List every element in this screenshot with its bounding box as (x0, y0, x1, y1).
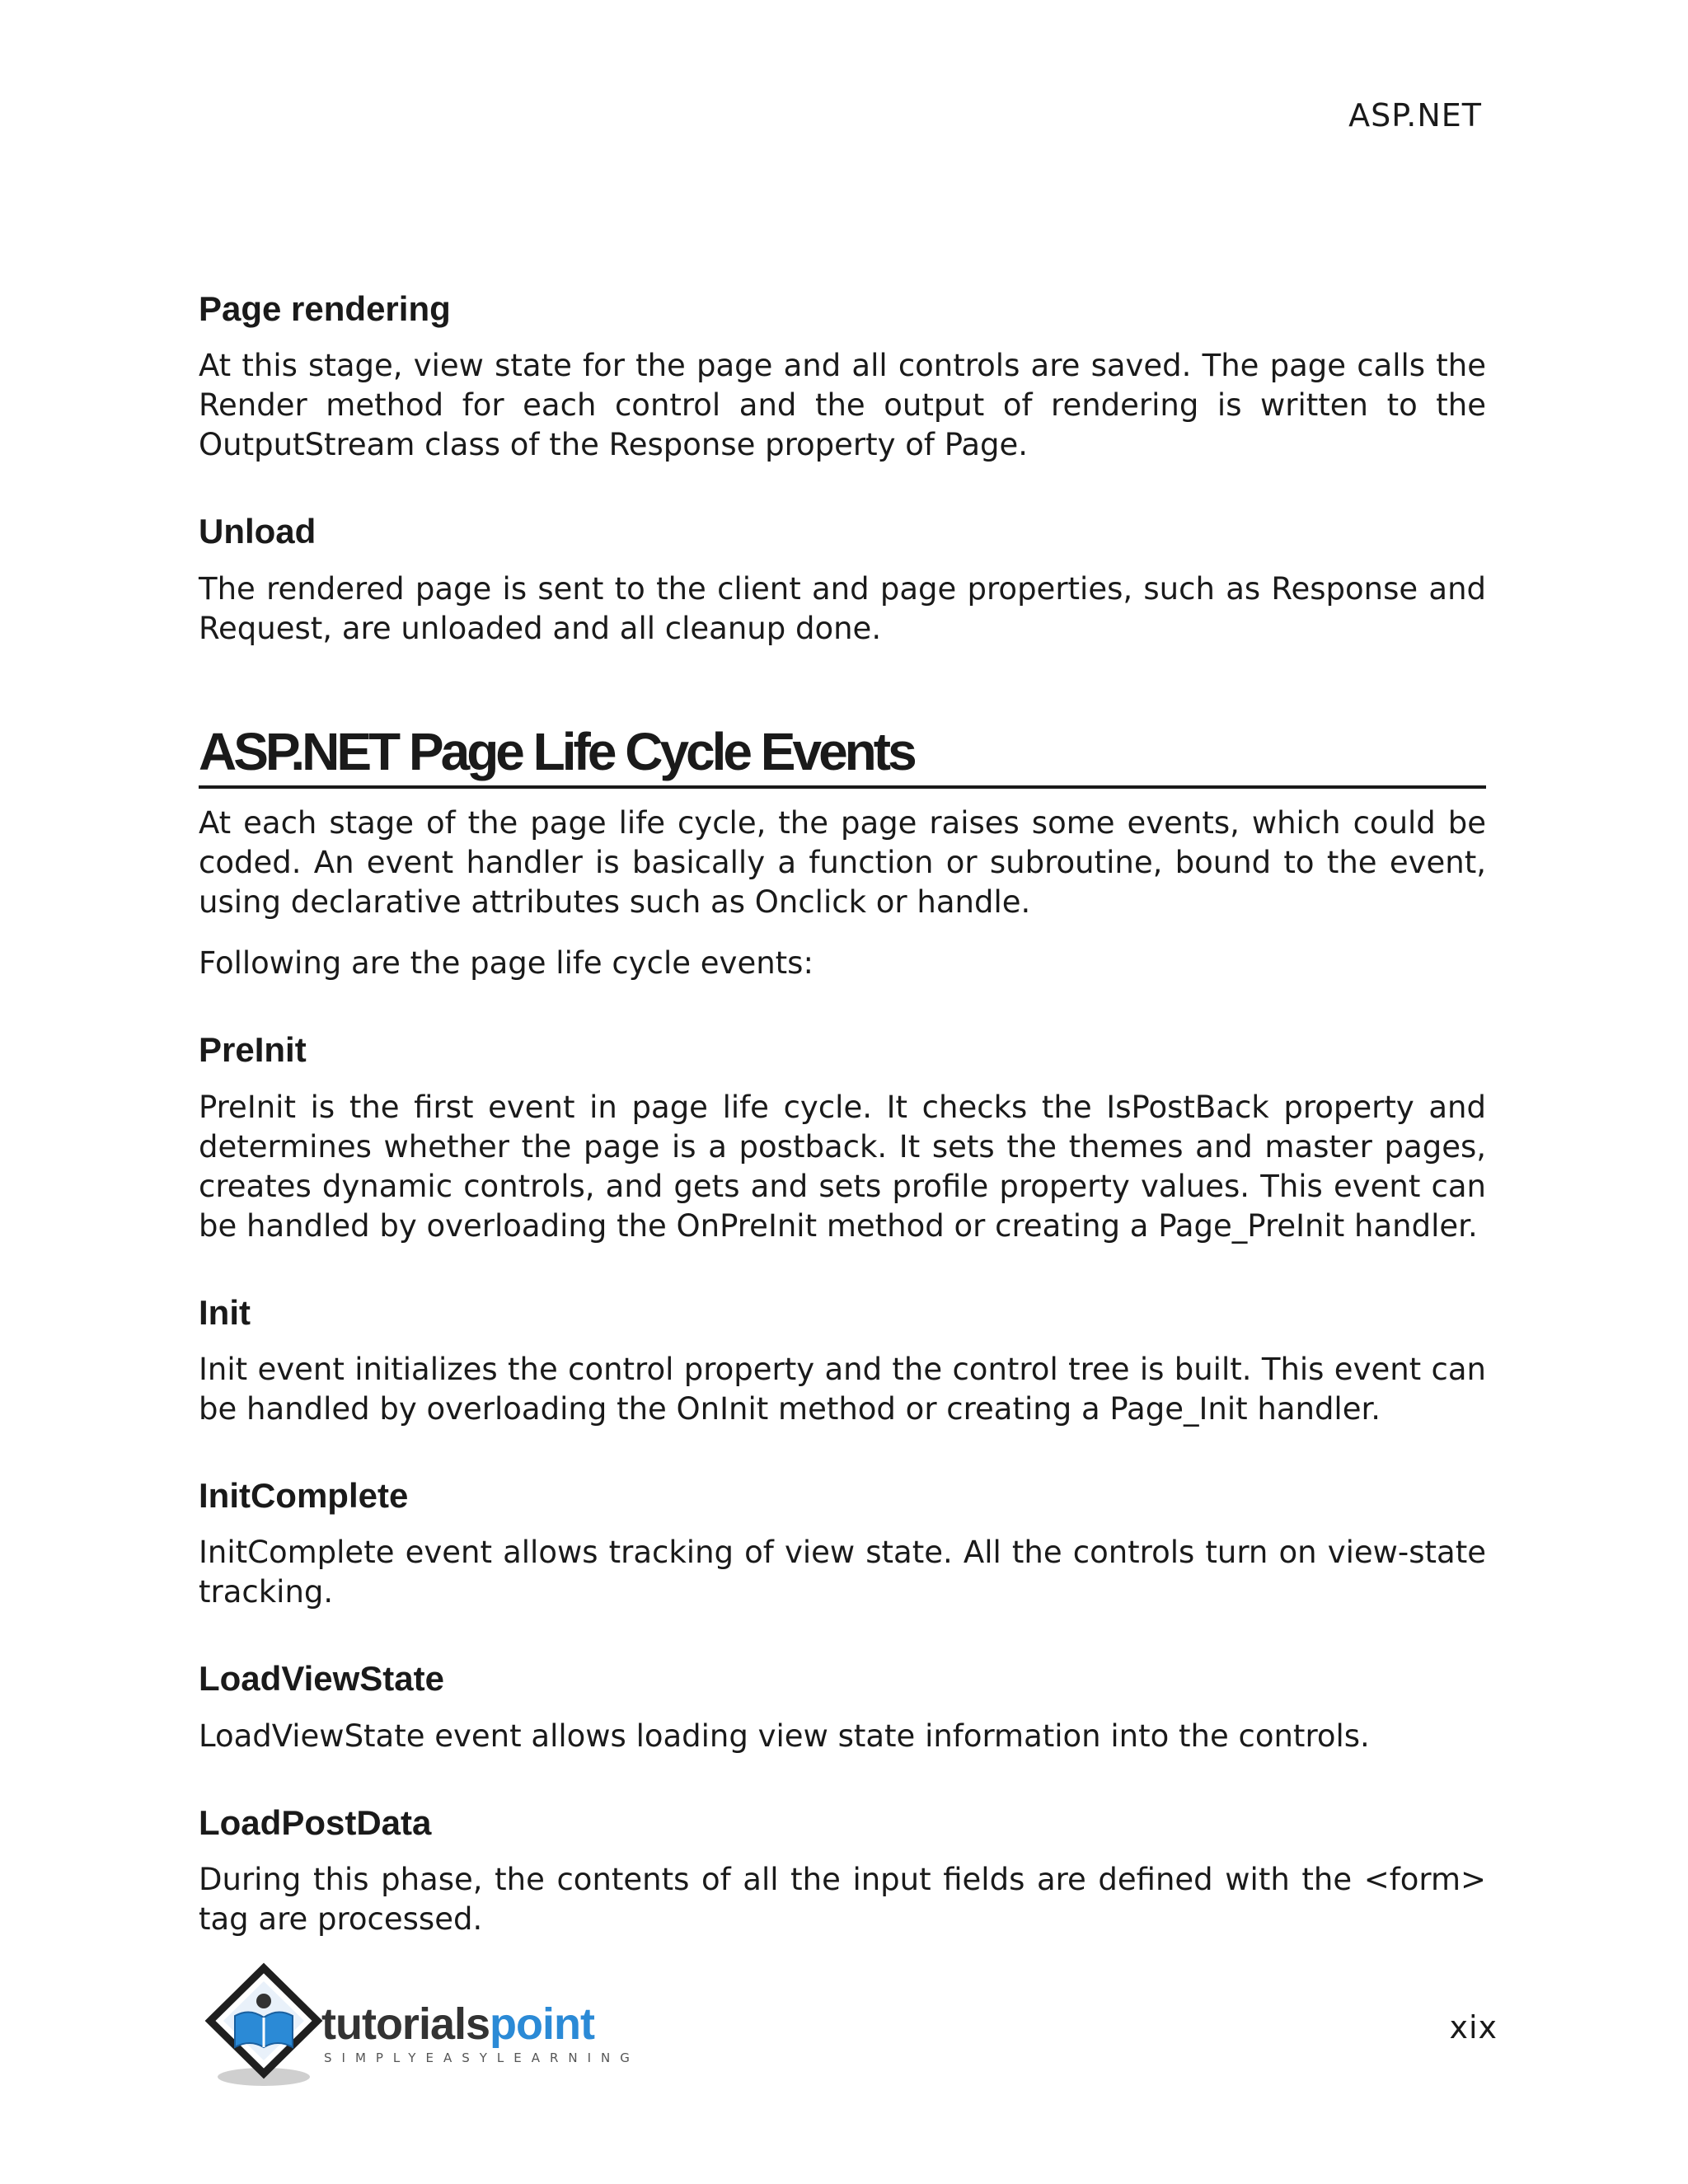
page-content (199, 288, 1486, 1985)
page-number: xix (1449, 2009, 1498, 2046)
running-header: ASP.NET (1348, 97, 1482, 134)
page-footer (202, 1961, 1504, 2093)
logo-tagline: SIMPLYEASYLEARNING (324, 2050, 640, 2065)
paragraph-loadpostdata: During this phase, the contents of all the input fields are defined with the <form> tag are processed. (199, 1862, 1486, 1938)
logo-wordmark (321, 1999, 594, 2050)
tutorialspoint-logo (202, 1961, 663, 2093)
heading-unload: Unload (199, 512, 316, 551)
tutorialspoint-book-icon (202, 1961, 326, 2093)
paragraph-preinit: PreInit is the first event in page life cycle. It checks the IsPostBack property and determines whether the page is a postback. It sets the themes and master pages, creates dynamic controls, and gets and sets profile property values. This event can be handled by overloading the OnPreInit method or creating a Page_PreInit handler. (199, 1089, 1486, 1244)
section-title-life-cycle-events: ASP.NET Page Life Cycle Events (199, 723, 1486, 789)
heading-init: Init (199, 1292, 251, 1332)
heading-loadviewstate: LoadViewState (199, 1659, 444, 1699)
heading-page-rendering: Page rendering (199, 289, 451, 328)
paragraph-initcomplete: InitComplete event allows tracking of view state. All the controls turn on view-state tracking. (199, 1535, 1486, 1610)
logo-word-point: point (490, 1999, 594, 2049)
paragraph-unload: The rendered page is sent to the client and page properties, such as Response and Request, are unloaded and all cleanup done. (199, 570, 1486, 646)
heading-initcomplete: InitComplete (199, 1475, 409, 1515)
heading-loadpostdata: LoadPostData (199, 1802, 432, 1842)
heading-preinit: PreInit (199, 1030, 307, 1070)
paragraph-init: Init event initializes the control property and the control tree is built. This event can be handled by overloading the OnInit method or creating a Page_Init handler. (199, 1351, 1486, 1427)
paragraph-events-lead: Following are the page life cycle events: (199, 945, 814, 982)
paragraph-events-intro: At each stage of the page life cycle, the page raises some events, which could be coded. An event handler is basically a function or subroutine, bound to the event, using declarative attributes such as Onclick or handle. (199, 805, 1486, 921)
logo-word-tutorials: tutorials (321, 1999, 490, 2049)
paragraph-page-rendering: At this stage, view state for the page and all controls are saved. The page calls the Render method for each control and the output of rendering is written to the OutputStream class of the Response property of Page. (199, 348, 1486, 463)
paragraph-loadviewstate: LoadViewState event allows loading view state information into the controls. (199, 1718, 1370, 1754)
